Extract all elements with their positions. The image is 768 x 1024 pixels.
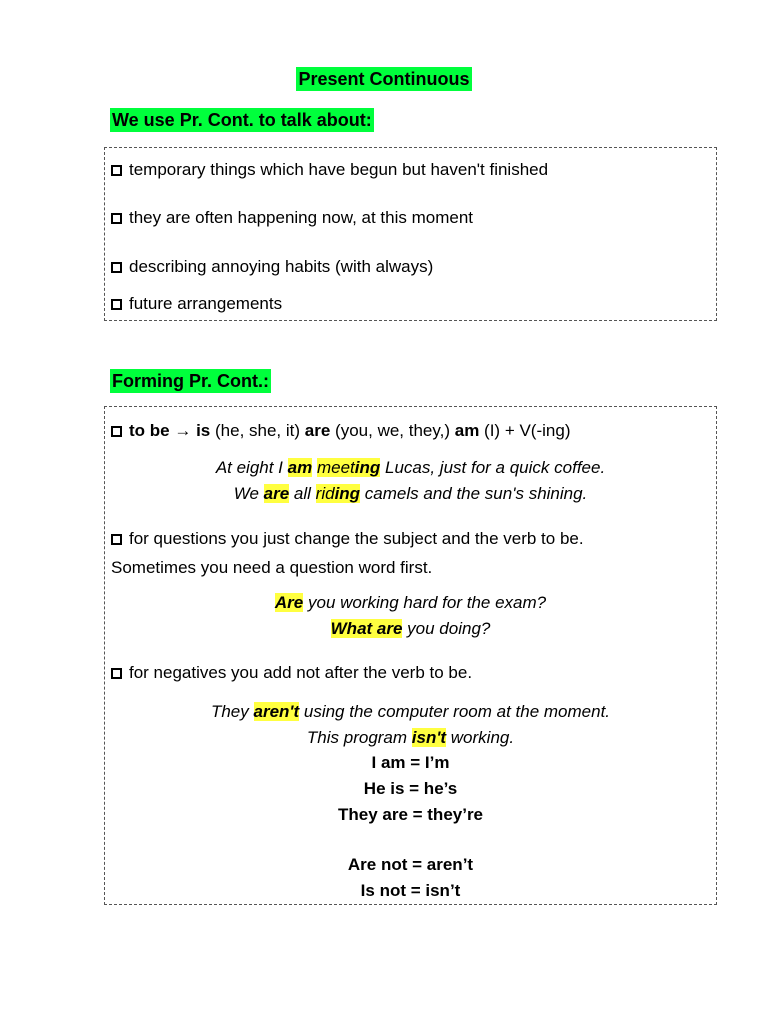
forming-heading: Forming Pr. Cont.: [112,371,269,391]
checkbox-square-icon [111,426,122,437]
checkbox-square-icon [111,668,122,679]
contraction: He is = he’s [363,779,458,798]
uses-heading: We use Pr. Cont. to talk about: [112,110,372,130]
negative-example: They aren't using the computer room at the moment. [210,702,611,721]
list-item: they are often happening now, at this moment [111,208,473,228]
arrow-right-icon: → [174,421,192,440]
forming-box [104,406,717,905]
list-item: temporary things which have begun but haven't finished [111,160,548,180]
uses-box [104,147,717,321]
rule-line: to be → is (he, she, it) are (you, we, they,) am (I) + V(-ing) [111,421,570,441]
negatives-rule: for negatives you add not after the verb to be. [111,663,472,683]
questions-rule-continued: Sometimes you need a question word first. [111,558,433,577]
checkbox-square-icon [111,262,122,273]
example-sentence: We are all riding camels and the sun's shining. [233,484,588,503]
question-example: What are you doing? [330,619,491,638]
checkbox-square-icon [111,213,122,224]
contraction: They are = they’re [337,805,484,824]
list-item: describing annoying habits (with always) [111,257,433,277]
checkbox-square-icon [111,299,122,310]
example-sentence: At eight I am meeting Lucas, just for a quick coffee. [215,458,606,477]
page-title: Present Continuous [298,69,470,89]
contraction: Is not = isn’t [360,881,461,900]
questions-rule: for questions you just change the subject and the verb to be. [111,529,584,549]
list-item: future arrangements [111,294,282,314]
contraction: Are not = aren’t [347,855,474,874]
negative-example: This program isn't working. [306,728,515,747]
checkbox-square-icon [111,534,122,545]
question-example: Are you working hard for the exam? [274,593,547,612]
contraction: I am = I’m [371,753,450,772]
checkbox-square-icon [111,165,122,176]
